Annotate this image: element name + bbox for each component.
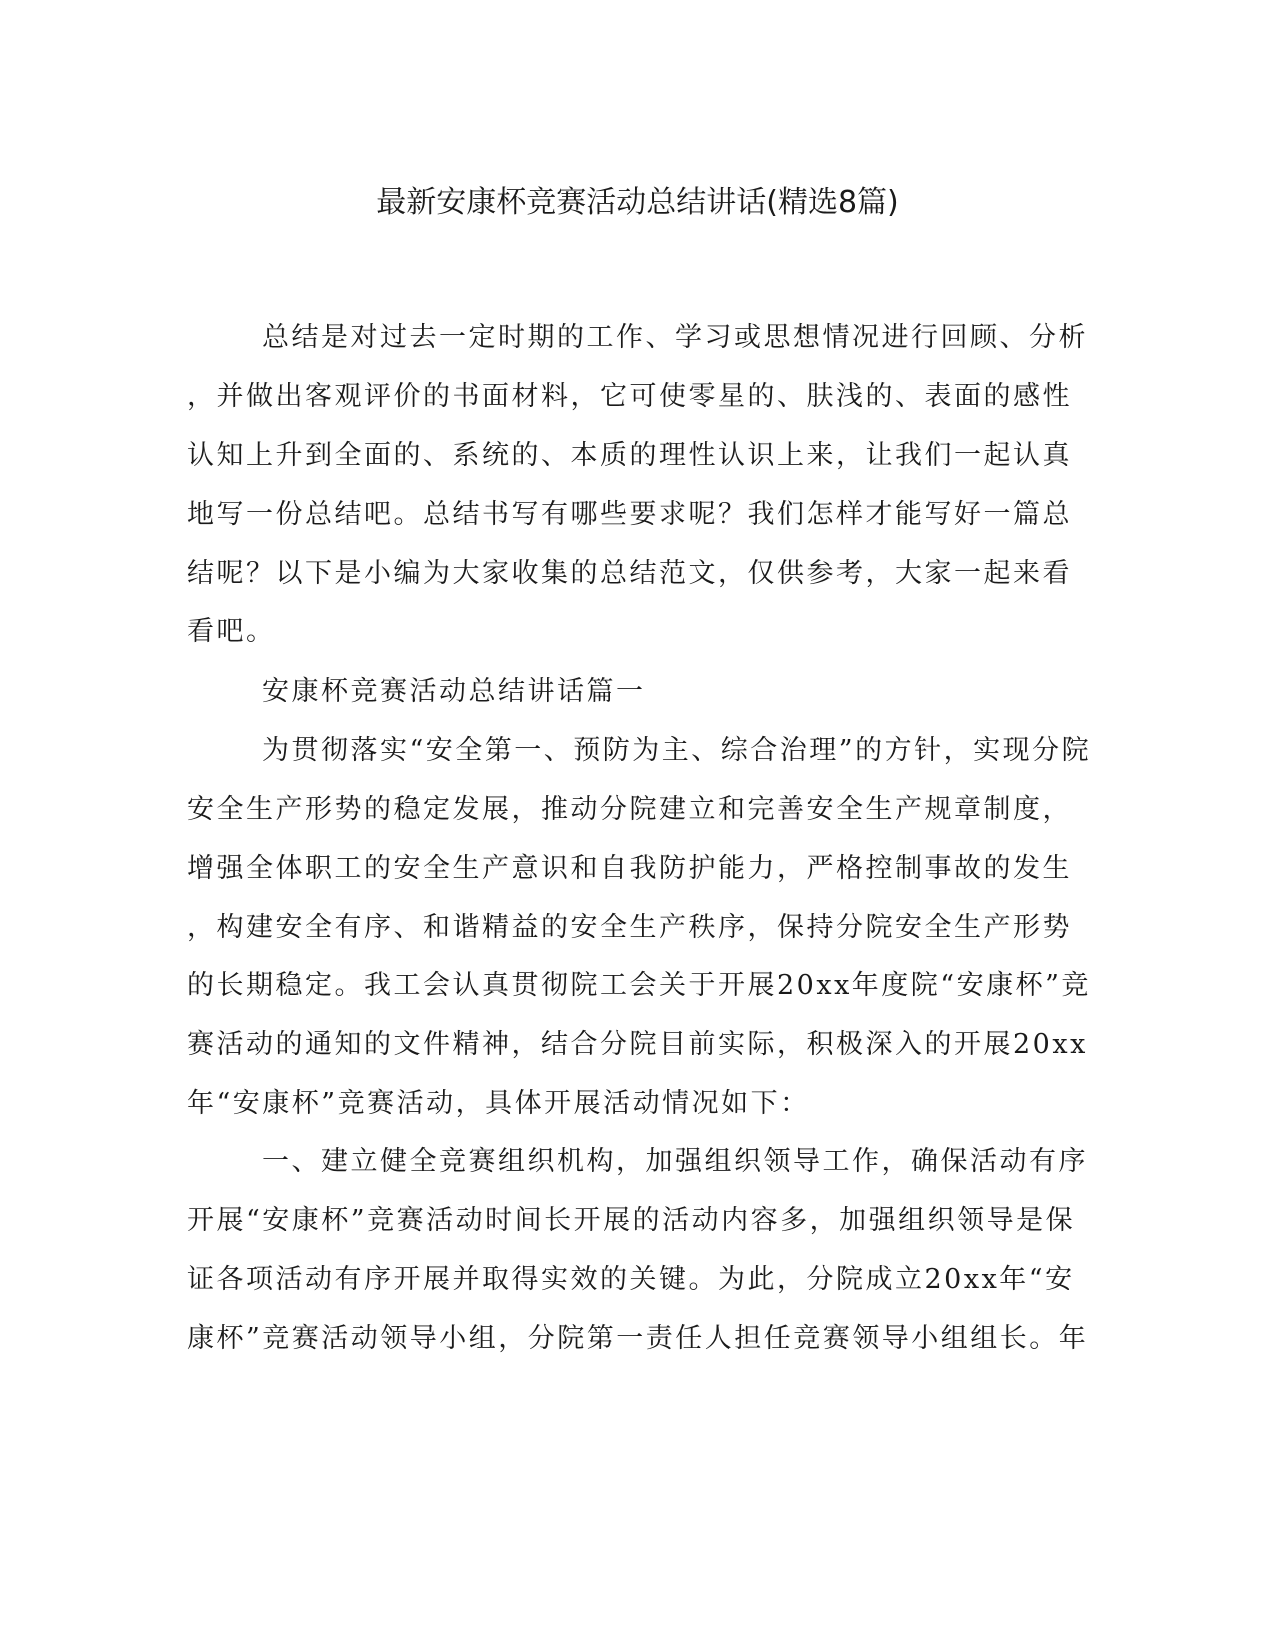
text-line: 年“安康杯”竞赛活动，具体开展活动情况如下：	[187, 1088, 810, 1119]
text-line: 总结是对过去一定时期的工作、学习或思想情况进行回顾、分析	[262, 322, 1088, 353]
text-line: 赛活动的通知的文件精神，结合分院目前实际，积极深入的开展20xx	[187, 1029, 1088, 1060]
text-line: 结呢？以下是小编为大家收集的总结范文，仅供参考，大家一起来看	[187, 558, 1072, 589]
text-line: ，构建安全有序、和谐精益的安全生产秩序，保持分院安全生产形势	[187, 912, 1072, 943]
text-line: 康杯”竞赛活动领导小组，分院第一责任人担任竞赛领导小组组长。年	[187, 1323, 1089, 1354]
text-line: 地写一份总结吧。总结书写有哪些要求呢？我们怎样才能写好一篇总	[187, 499, 1072, 530]
text-line: 开展“安康杯”竞赛活动时间长开展的活动内容多，加强组织领导是保	[187, 1205, 1076, 1236]
text-line: 安全生产形势的稳定发展，推动分院建立和完善安全生产规章制度，	[187, 794, 1072, 825]
text-line: ，并做出客观评价的书面材料，它可使零星的、肤浅的、表面的感性	[187, 381, 1072, 412]
text-line: 看吧。	[187, 616, 276, 647]
text-line: 证各项活动有序开展并取得实效的关键。为此，分院成立20xx年“安	[187, 1264, 1075, 1295]
document-title: 最新安康杯竞赛活动总结讲话(精选8篇)	[376, 185, 899, 220]
text-line: 认知上升到全面的、系统的、本质的理性认识上来，让我们一起认真	[187, 440, 1072, 471]
text-line: 的长期稳定。我工会认真贯彻院工会关于开展20xx年度院“安康杯”竞	[187, 970, 1091, 1001]
text-line: 一、建立健全竞赛组织机构，加强组织领导工作，确保活动有序	[262, 1146, 1088, 1177]
section-heading: 安康杯竞赛活动总结讲话篇一	[262, 676, 646, 707]
text-line: 为贯彻落实“安全第一、预防为主、综合治理”的方针，实现分院	[262, 735, 1092, 766]
text-line: 增强全体职工的安全生产意识和自我防护能力，严格控制事故的发生	[187, 853, 1072, 884]
